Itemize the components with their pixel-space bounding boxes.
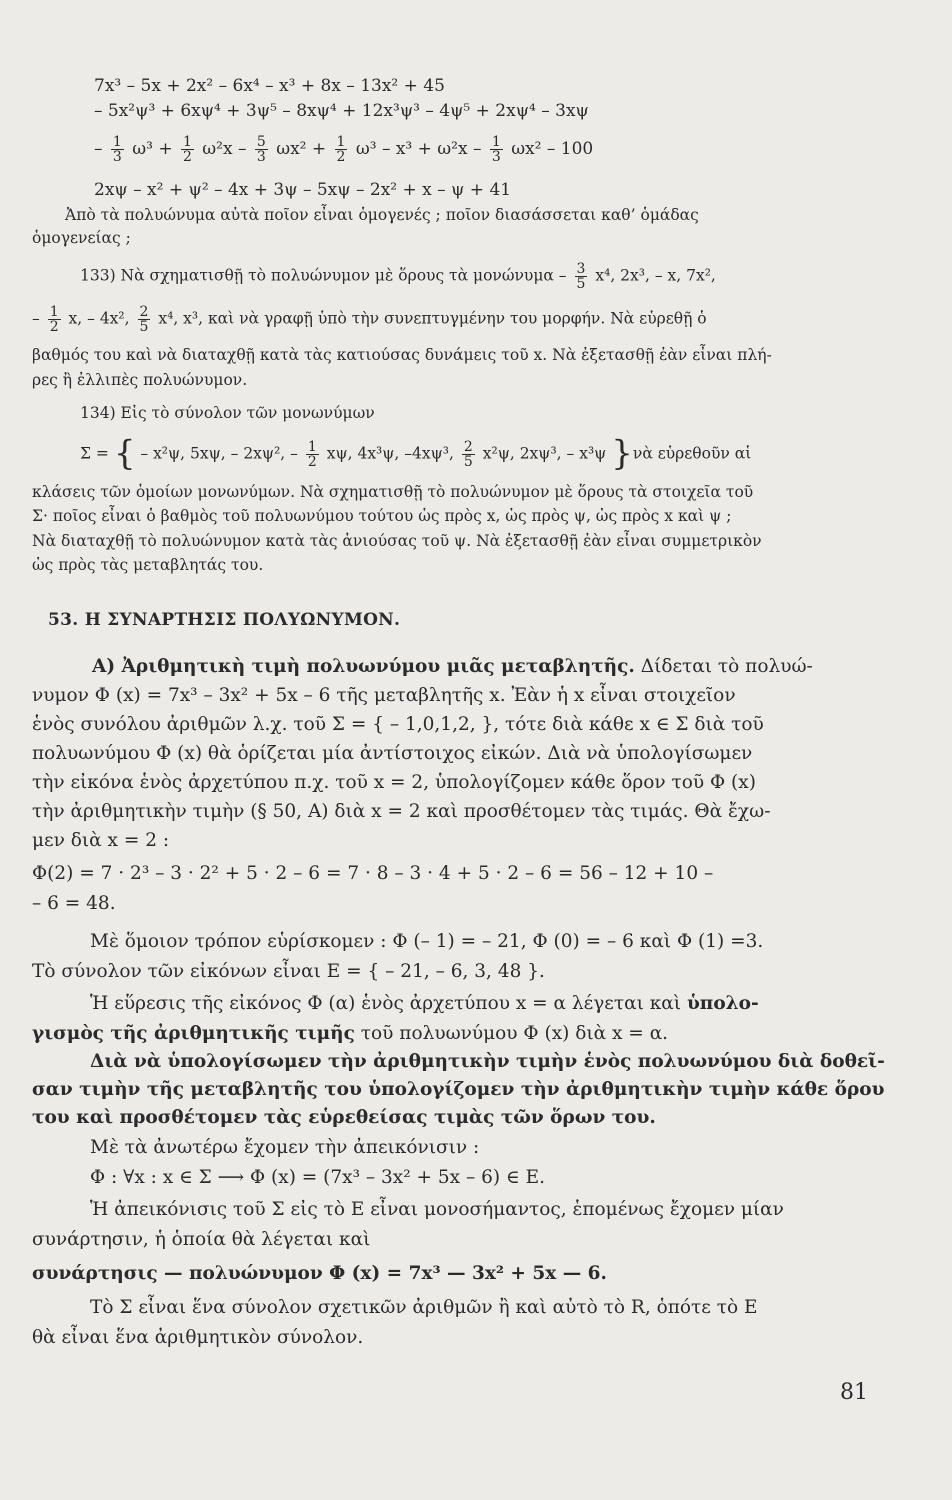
rule-text-line: του καὶ προσθέτομεν τὰς εὑρεθείσας τιμὰς τῶν ὅρων του.	[32, 1107, 656, 1128]
section-text-line: μεν διὰ x = 2 :	[32, 830, 170, 851]
section-text-line: θὰ εἶναι ἕνα ἀριθμητικὸν σύνολον.	[32, 1327, 364, 1348]
problem-133-line: – $\frac{1}{2}$ x, – 4x², $\frac{2}{5}$ x⁴, x³, καὶ νὰ γραφῇ ὑπὸ τὴν συνεπτυγμένην του μορφήν. Νὰ εὑρεθῇ ὁ	[32, 304, 707, 335]
section-text-line: τὴν εἰκόνα ἑνὸς ἀρχετύπου π.χ. τοῦ x = 2, ὑπολογίζομεν κάθε ὅρον τοῦ Φ (x)	[32, 772, 756, 793]
question-line: ὁμογενείας ;	[32, 229, 131, 247]
fraction: $\frac{3}{5}$	[576, 261, 586, 292]
question-line: Ἀπὸ τὰ πολυώνυμα αὐτὰ ποῖον εἶναι ὁμογενές ; ποῖον διασάσσεται καθ’ ὁμάδας	[65, 206, 699, 224]
polynomial-1: 7x³ – 5x + 2x² – 6x⁴ – x³ + 8x – 13x² + 45	[94, 76, 445, 96]
rule-text-line: σαν τιμὴν τῆς μεταβλητῆς του ὑπολογίζομεν τὴν ἀριθμητικὴν τιμὴν κάθε ὅρου	[32, 1079, 885, 1100]
problem-133-line: βαθμός του καὶ νὰ διαταχθῇ κατὰ τὰς κατιούσας δυνάμεις τοῦ x. Νὰ ἐξετασθῇ ἐὰν εἶναι πλή-	[32, 346, 772, 364]
section-text-line: Α) Ἀριθμητικὴ τιμὴ πολυωνύμου μιᾶς μεταβλητῆς. Δίδεται τὸ πολυώ-	[92, 656, 813, 677]
fraction: $\frac{1}{2}$	[49, 304, 59, 335]
fraction: $\frac{2}{5}$	[463, 439, 473, 470]
section-text-line: συνάρτησιν, ἡ ὁποία θὰ λέγεται καὶ	[32, 1229, 371, 1250]
equation-line: Φ(2) = 7 · 2³ – 3 · 2² + 5 · 2 – 6 = 7 · 8 – 3 · 4 + 5 · 2 – 6 = 56 – 12 + 10 –	[32, 863, 714, 884]
fraction: $\frac{2}{5}$	[139, 304, 149, 335]
mapping-line: Φ : ∀x : x ∈ Σ ⟶ Φ (x) = (7x³ – 3x² + 5x – 6) ∈ Ε.	[90, 1167, 545, 1188]
section-text-line: τὴν ἀριθμητικὴν τιμὴν (§ 50, Α) διὰ x = 2 καὶ προσθέτομεν τὰς τιμάς. Θὰ ἔχω-	[32, 801, 771, 822]
section-text-line: Μὲ τὰ ἀνωτέρω ἔχομεν τὴν ἀπεικόνισιν :	[90, 1137, 480, 1158]
equation-line: – 6 = 48.	[32, 893, 116, 914]
page-number: 81	[840, 1380, 868, 1405]
section-text-line: νυμον Φ (x) = 7x³ – 3x² + 5x – 6 τῆς μεταβλητῆς x. Ἐὰν ἡ x εἶναι στοιχεῖον	[32, 685, 736, 706]
polynomial-3: – $\frac{1}{3}$ ω³ + $\frac{1}{2}$ ω²x – $\frac{5}{3}$ ωx² + $\frac{1}{2}$ ω³ – x³ + ω²x – $\frac{1}{3}$ ωx² – 100	[94, 134, 594, 165]
fraction: $\frac{5}{3}$	[256, 134, 266, 165]
fraction: $\frac{1}{3}$	[112, 134, 122, 165]
fraction: $\frac{1}{3}$	[491, 134, 501, 165]
function-definition: συνάρτησις — πολυώνυμον Φ (x) = 7x³ — 3x² + 5x — 6.	[32, 1263, 607, 1284]
section-heading: 53. Η ΣΥΝΑΡΤΗΣΙΣ ΠΟΛΥΩΝΥΜΟΝ.	[48, 610, 401, 630]
problem-133-line: ρες ἢ ἐλλιπὲς πολυώνυμον.	[32, 371, 248, 389]
section-text-line: πολυωνύμου Φ (x) θὰ ὁρίζεται μία ἀντίστοιχος εἰκών. Διὰ νὰ ὑπολογίσωμεν	[32, 743, 753, 764]
problem-134-line: Σ· ποῖος εἶναι ὁ βαθμὸς τοῦ πολυωνύμου τούτου ὡς πρὸς x, ὡς πρὸς ψ, ὡς πρὸς x καὶ ψ ;	[32, 507, 732, 525]
problem-133-line: 133) Νὰ σχηματισθῇ τὸ πολυώνυμον μὲ ὅρους τὰ μονώνυμα – $\frac{3}{5}$ x⁴, 2x³, – x, 7x²,	[80, 261, 716, 292]
fraction: $\frac{1}{2}$	[182, 134, 192, 165]
problem-134-line: 134) Εἰς τὸ σύνολον τῶν μονωνύμων	[80, 404, 375, 422]
fraction: $\frac{1}{2}$	[307, 439, 317, 470]
section-text-line: Τὸ Σ εἶναι ἕνα σύνολον σχετικῶν ἀριθμῶν ἢ καὶ αὐτὸ τὸ R, ὁπότε τὸ Ε	[90, 1297, 758, 1318]
problem-134-line: ὡς πρὸς τὰς μεταβλητάς του.	[32, 556, 264, 574]
polynomial-2: – 5x²ψ³ + 6xψ⁴ + 3ψ⁵ – 8xψ⁴ + 12x³ψ³ – 4ψ⁵ + 2xψ⁴ – 3xψ	[94, 101, 589, 121]
section-text-line: Ἡ εὕρεσις τῆς εἰκόνος Φ (α) ἑνὸς ἀρχετύπου x = α λέγεται καὶ ὑπολο-	[90, 993, 759, 1014]
section-text-line: γισμὸς τῆς ἀριθμητικῆς τιμῆς τοῦ πολυωνύμου Φ (x) διὰ x = α.	[32, 1023, 669, 1044]
section-text-line: Ἡ ἀπεικόνισις τοῦ Σ εἰς τὸ Ε εἶναι μονοσήμαντος, ἑπομένως ἔχομεν μίαν	[90, 1199, 784, 1220]
section-text-line: Μὲ ὅμοιον τρόπον εὑρίσκομεν : Φ (– 1) = – 21, Φ (0) = – 6 καὶ Φ (1) =3.	[90, 931, 764, 952]
problem-134-line: κλάσεις τῶν ὁμοίων μονωνύμων. Νὰ σχηματισθῇ τὸ πολυώνυμον μὲ ὅρους τὰ στοιχεῖα τοῦ	[32, 483, 754, 501]
section-text-line: Τὸ σύνολον τῶν εἰκόνων εἶναι Ε = { – 21, – 6, 3, 48 }.	[32, 961, 545, 982]
set-sigma-definition: Σ = { – x²ψ, 5xψ, – 2xψ², – $\frac{1}{2}$ xψ, 4x³ψ, –4xψ³, $\frac{2}{5}$ x²ψ, 2xψ³, – x³ψ }νὰ εὑρεθοῦν αἱ	[80, 433, 752, 474]
rule-text-line: Διὰ νὰ ὑπολογίσωμεν τὴν ἀριθμητικὴν τιμὴν ἑνὸς πολυωνύμου διὰ δοθεῖ-	[90, 1051, 885, 1072]
problem-134-line: Νὰ διαταχθῇ τὸ πολυώνυμον κατὰ τὰς ἀνιούσας τοῦ ψ. Νὰ ἐξετασθῇ ἐὰν εἶναι συμμετρικὸν	[32, 532, 762, 550]
section-text-line: ἑνὸς συνόλου ἀριθμῶν λ.χ. τοῦ Σ = { – 1,0,1,2, }, τότε διὰ κάθε x ∈ Σ διὰ τοῦ	[32, 714, 764, 735]
fraction: $\frac{1}{2}$	[336, 134, 346, 165]
polynomial-4: 2xψ – x² + ψ² – 4x + 3ψ – 5xψ – 2x² + x – ψ + 41	[94, 180, 512, 200]
